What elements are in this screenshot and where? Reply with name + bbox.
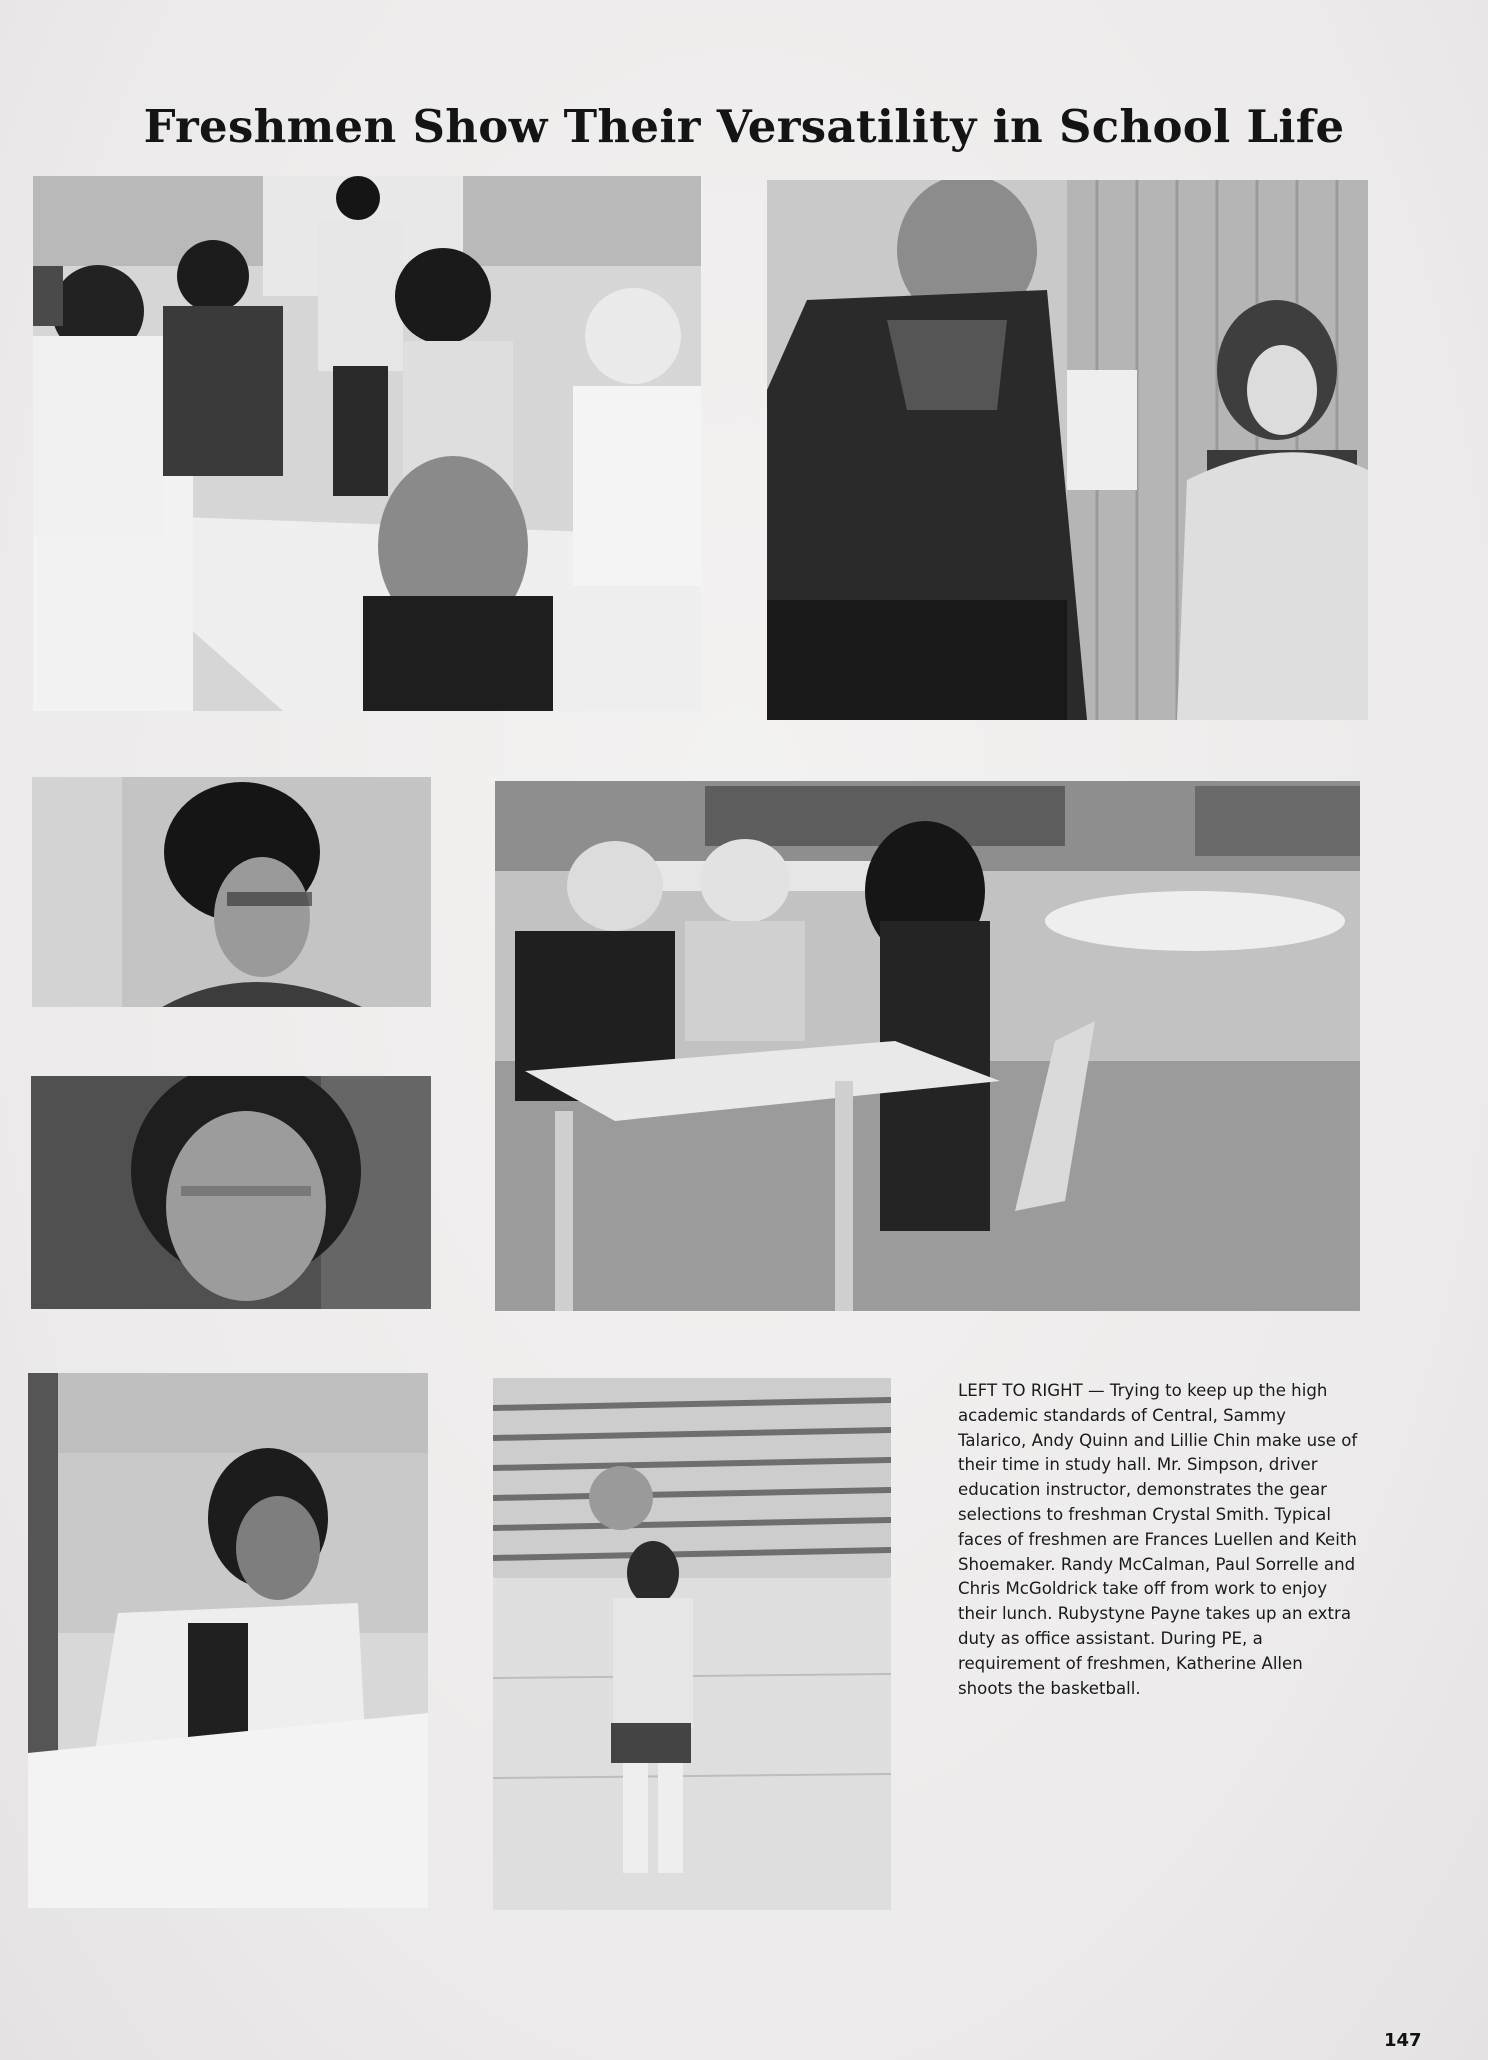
portrait-keith-photo: [31, 1076, 431, 1309]
library-table-photo: [495, 781, 1360, 1311]
photo-caption: LEFT TO RIGHT — Trying to keep up the high academic standards of Central, Sammy Talarico, Andy Quinn and Lillie Chin make use of their time in study hall. Mr. Simpson, driver education instructor, demonstrates the gear selections to freshman Crystal Smith. Typical faces of freshmen are Frances Luellen and Keith Shoemaker. Randy McCalman, Paul Sorrelle and Chris McGoldrick take off from work to enjoy their lunch. Rubystyne Payne takes up an extra duty as office assistant. During PE, a requirement of freshmen, Katherine Allen shoots the basketball.: [958, 1381, 1358, 1698]
page-number: 147: [1384, 2030, 1422, 2051]
basketball-photo: [493, 1378, 891, 1910]
driver-education-photo: [767, 180, 1368, 720]
page-title: Freshmen Show Their Versatility in School Life: [143, 100, 1345, 153]
portrait-frances-photo: [32, 777, 431, 1007]
office-assistant-photo: [28, 1373, 428, 1908]
study-hall-photo: [33, 176, 701, 711]
